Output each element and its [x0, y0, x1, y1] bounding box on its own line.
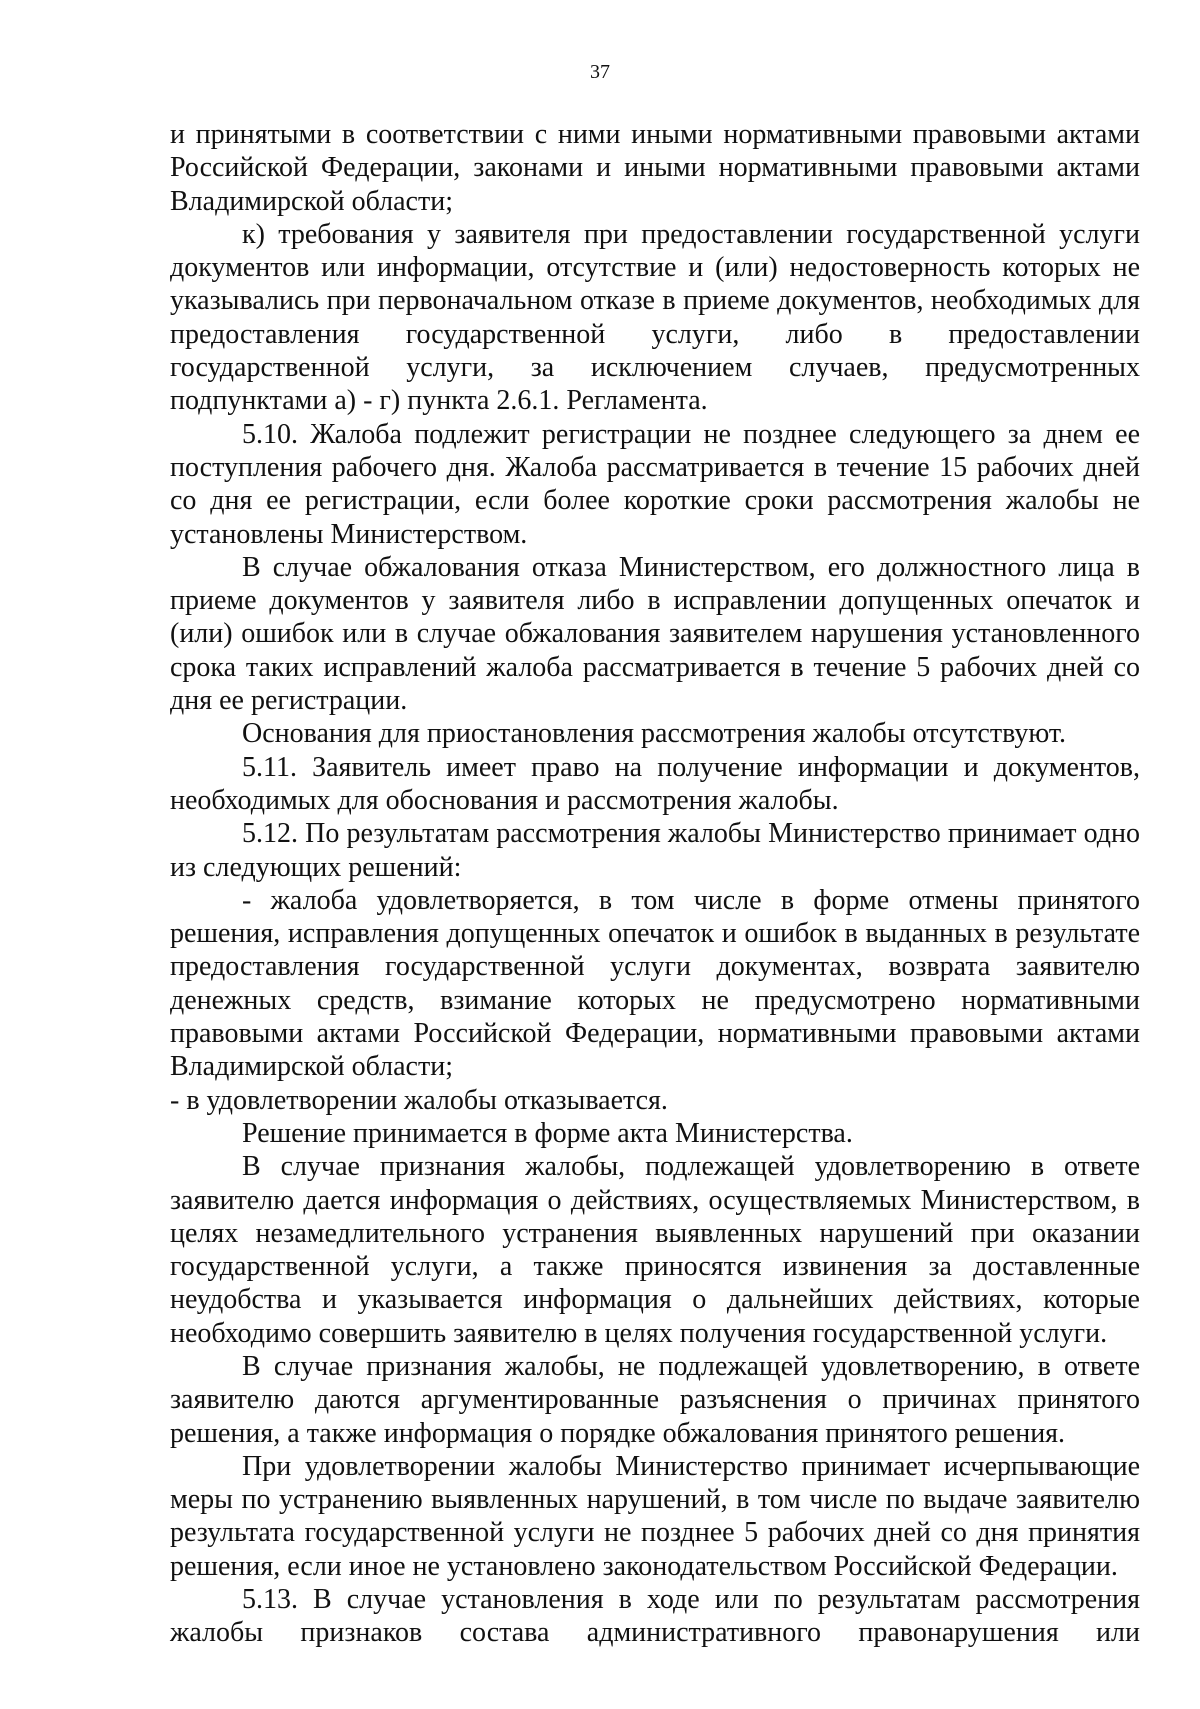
paragraph-rejection-response: В случае признания жалобы, не подлежащей удовлетворению, в ответе заявителю даются аргументированные разъяснения о причинах принятого решения, а также информация о порядке обжалования принятого решения. [170, 1350, 1140, 1449]
paragraph-complaint-satisfied: - жалоба удовлетворяется, в том числе в форме отмены принятого решения, исправления допущенных опечаток и ошибок в выданных в результате предоставления государственной услуги документах, возврата заявителю денежных средств, взимание которых не предусмотрено нормативными правовыми актами Российской Федерации, нормативными правовыми актами Владимирской области; [170, 884, 1140, 1083]
paragraph-5-11: 5.11. Заявитель имеет право на получение информации и документов, необходимых для обоснования и рассмотрения жалобы. [170, 751, 1140, 816]
paragraph-5-13: 5.13. В случае установления в ходе или по результатам рассмотрения жалобы признаков состава административного правонарушения или [170, 1584, 1140, 1649]
paragraph-appeal-refusal: В случае обжалования отказа Министерством, его должностного лица в приеме документов у заявителя либо в исправлении допущенных опечаток и (или) ошибок или в случае обжалования заявителем нарушения установленного срока таких исправлений жалоба рассматривается в течение 5 рабочих дней со дня ее регистрации. [170, 551, 1140, 717]
paragraph-complaint-rejected: - в удовлетворении жалобы отказывается. [170, 1084, 668, 1116]
paragraph-decision-form: Решение принимается в форме акта Министерства. [242, 1117, 853, 1149]
paragraph-corrective-measures: При удовлетворении жалобы Министерство принимает исчерпывающие меры по устранению выявленных нарушений, в том числе по выдаче заявителю результата государственной услуги не позднее 5 рабочих дней со дня принятия решения, если иное не установлено законодательством Российской Федерации. [170, 1450, 1140, 1582]
document-body [170, 118, 1140, 1650]
paragraph-5-12: 5.12. По результатам рассмотрения жалобы Министерство принимает одно из следующих решений: [170, 818, 1140, 883]
paragraph-5-10: 5.10. Жалоба подлежит регистрации не позднее следующего за днем ее поступления рабочего дня. Жалоба рассматривается в течение 15 рабочих дней со дня ее регистрации, если более короткие сроки рассмотрения жалобы не установлены Министерством. [170, 418, 1140, 550]
paragraph-no-suspension: Основания для приостановления рассмотрения жалобы отсутствуют. [242, 718, 1067, 750]
page-number: 37 [590, 61, 610, 83]
paragraph-continuation: и принятыми в соответствии с ними иными нормативными правовыми актами Российской Федерации, законами и иными нормативными правовыми актами Владимирской области; [170, 119, 1140, 217]
paragraph-item-k: к) требования у заявителя при предоставлении государственной услуги документов или информации, отсутствие и (или) недостоверность которых не указывались при первоначальном отказе в приеме документов, необходимых для предоставления государственной услуги, либо в предоставлении государственной услуги, за исключением случаев, предусмотренных подпунктами а) - г) пункта 2.6.1. Регламента. [170, 218, 1140, 417]
paragraph-satisfaction-response: В случае признания жалобы, подлежащей удовлетворению в ответе заявителю дается информация о действиях, осуществляемых Министерством, в целях незамедлительного устранения выявленных нарушений при оказании государственной услуги, а также приносятся извинения за доставленные неудобства и указывается информация о дальнейших действиях, которые необходимо совершить заявителю в целях получения государственной услуги. [170, 1151, 1140, 1349]
